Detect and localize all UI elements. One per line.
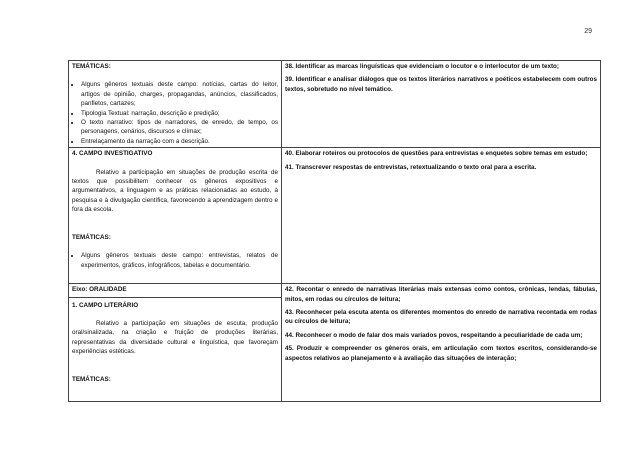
objective-item: 41. Transcrever respostas de entrevistas, retextualizando o texto oral para a escrita.: [285, 163, 537, 171]
objective-item: 45. Produzir e compreender os gêneros orais, em articulação com textos escritos, considerando-se aspectos relativos ao planejamento e à avaliação das situações de interação;: [285, 345, 597, 362]
tematicas-list: [72, 251, 278, 270]
left-cell: [69, 284, 282, 402]
left-cell: [69, 148, 282, 284]
right-cell: [282, 61, 601, 148]
table-row: [69, 148, 601, 284]
section-paragraph: Relativo a participação em situações de escuta, produção oral/sinalizada, na criação e fruição de produções literárias, representativas da diversidade cultural e linguística, que favoreçam experiências estéticas.: [72, 320, 278, 356]
left-cell: [69, 61, 282, 148]
objective-item: 38. Identificar as marcas linguísticas que evidenciam o locutor e o interlocutor de um texto;: [285, 63, 559, 70]
divider: [69, 297, 281, 298]
list-item: • Tipologia Textual: narração, descrição e predição;: [81, 109, 278, 118]
objective-item: 43. Reconhecer pela escuta atenta os diferentes momentos do enredo de narrativa recontada em rodas ou círculos de leitura;: [285, 309, 597, 326]
section-paragraph: Relativo a participação em situações de produção escrita de textos que possibilitem conhecer os gêneros expositivos e argumentativos, a linguagem e as práticas relacionadas ao estudo, à pesquisa e à divulgação científica, favorecendo a aprendizagem dentro e fora da escola.: [72, 168, 278, 214]
tematicas-list: [72, 80, 278, 146]
tematicas-heading: TEMÁTICAS:: [72, 375, 111, 383]
objective-item: 44. Reconhecer o modo de falar dos mais variados povos, respeitando a peculiaridade de cada um;: [285, 331, 583, 339]
list-item: • Alguns gêneros textuais deste campo: notícias, cartas do leitor, artigos de opinião, charges, propagandas, anúncios, classificados, panfletos, cartazes;: [81, 80, 278, 108]
objective-item: 42. Recontar o enredo de narrativas literárias mais extensas como contos, crônicas, lendas, fábulas, mitos, em rodas ou círculos de leitura;: [285, 286, 597, 303]
eixo-heading: Eixo: ORALIDADE: [72, 286, 127, 294]
list-item: • Entrelaçamento da narração com a descrição.: [81, 137, 278, 146]
curriculum-table: [68, 60, 601, 402]
page-number: 29: [584, 28, 592, 35]
objective-item: 40. Elaborar roteiros ou protocolos de questões para entrevistas e enquetes sobre temas em estudo;: [285, 150, 588, 158]
list-item: • O texto narrativo: tipos de narradores, de enredo, de tempo, os personagens, cenários, discursos e clímax;: [81, 118, 278, 137]
right-cell: [282, 284, 601, 402]
table-row: [69, 61, 601, 148]
table-row: [69, 284, 601, 402]
tematicas-heading: TEMÁTICAS:: [72, 63, 111, 70]
section-heading: 4. CAMPO INVESTIGATIVO: [72, 150, 153, 158]
tematicas-heading: TEMÁTICAS:: [72, 233, 111, 241]
list-item: • Alguns gêneros textuais deste campo: entrevistas, relatos de experimentos, gráficos, infográficos, tabelas e documentário.: [81, 251, 278, 270]
objective-item: 39. Identificar e analisar diálogos que os textos literários narrativos e poéticos estabelecem com outros textos, sobretudo no nível temático.: [285, 76, 597, 93]
right-cell: [282, 148, 601, 284]
section-heading: 1. CAMPO LITERÁRIO: [72, 301, 139, 309]
